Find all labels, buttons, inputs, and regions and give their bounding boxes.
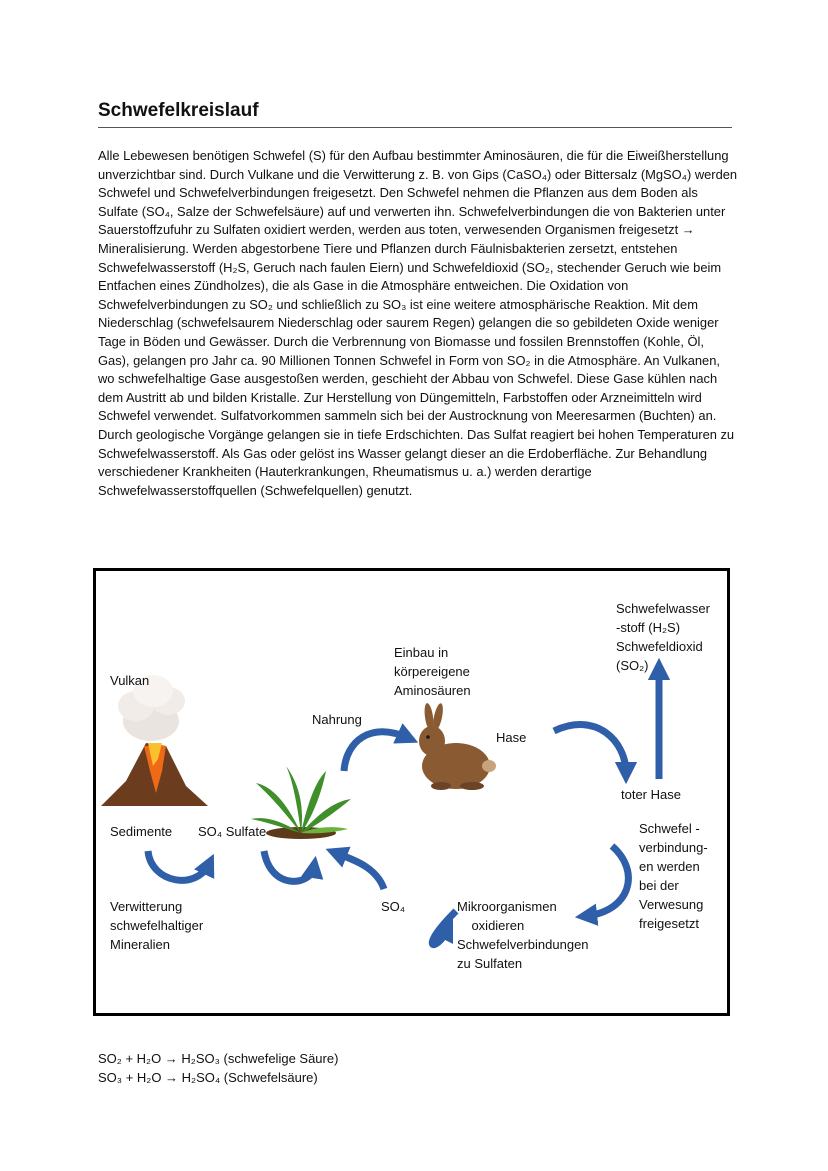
label-verwesung: Schwefel - verbindung- en werden bei der Verwesung freigesetzt: [639, 821, 708, 931]
rabbit-icon: [419, 702, 496, 790]
label-verwitterung: Verwitterung schwefelhaltiger Mineralien: [110, 899, 204, 952]
title-divider: [98, 127, 732, 128]
volcano-icon: [101, 675, 208, 806]
arrow-verwesung: [586, 846, 628, 916]
label-einbau: Einbau in körpereigene Aminosäuren: [394, 645, 471, 698]
intro-paragraph: Alle Lebewesen benötigen Schwefel (S) für den Aufbau bestimmter Aminosäuren, die für die Eiweißherstellung unverzichtbar sind. Durch Vulkane und die Verwitterung z. B. von Gips (CaSO₄) oder Bittersalz (MgSO₄) werden Schwefel und Schwefelverbindungen freigesetzt. Den Schwefel nehmen die Pflanzen aus dem Boden als Sulfate (SO₄, Salze der Schwefelsäure) auf und verwerten ihn. Schwefelverbindungen die von Bakterien unter Sauerstoffzufuhr zu Sulfaten oxidiert werden, werden aus toten, verwesenden Organismen freigesetzt → Mineralisierung. Werden abgestorbene Tiere und Pflanzen durch Fäulnisbakterien zersetzt, entstehen Schwefelwasserstoff (H₂S, Geruch nach faulen Eiern) und Schwefeldioxid (SO₂, stechender Geruch wie beim Entfachen eines Zündholzes), die als Gase in die Atmosphäre entweichen. Die Oxidation von Schwefelverbindungen zu SO₂ und schließlich zu SO₃ ist eine weitere atmosphärische Reaktion. Mit dem Niederschlag (schwefelsaurem Niederschlag oder saurem Regen) gelangen die so gebildeten Oxide weniger Tage in Böden und Gewässer. Durch die Verbrennung von Biomasse und fossilen Brennstoffen (Kohle, Öl, Gas), gelangen pro Jahr ca. 90 Millionen Tonnen Schwefel in Form von SO₂ in die Atmosphäre. An Vulkanen, wo schwefelhaltige Gase ausgestoßen werden, geschieht der Abbau von Schwefel. Diese Gase kühlen nach dem Austritt ab und bilden Kristalle. Zur Herstellung von Düngemitteln, Farbstoffen oder Arzneimitteln wird Schwefel verwendet. Sulfatvorkommen sammeln sich bei der Austrocknung von Meeresarmen (Buchten) an. Durch geologische Vorgänge gelangen sie in tiefe Erdschichten. Das Sulfat reagiert bei hohen Temperaturen zu Schwefelwasserstoff. Als Gas oder gelöst ins Wasser gelangt dieser an die Erdoberfläche. Zur Behandlung verschiedener Krankheiten (Hauterkrankungen, Rheumatismus u. a.) werden derartige Schwefelwasserstoffquellen (Schwefelquellen) genutzt.: [98, 148, 738, 498]
arrow-so4-pflanze: [336, 853, 384, 889]
label-sedimente: Sedimente: [110, 824, 173, 839]
arrow-pflanze-sediment: [264, 851, 314, 881]
label-mikroorganismen: Mikroorganismen oxidieren Schwefelverbindungen zu Sulfaten: [457, 899, 589, 971]
label-hase: Hase: [496, 730, 527, 745]
label-gase: Schwefelwasser -stoff (H₂S) Schwefeldioxid (SO₂): [616, 601, 710, 673]
arrow-mikro: [432, 911, 456, 945]
label-so4: SO₄: [381, 899, 406, 914]
page-title: Schwefelkreislauf: [98, 100, 259, 121]
arrow-verwitterung: [148, 851, 209, 880]
label-vulkan: Vulkan: [110, 673, 150, 688]
equation-1: SO₂ + H₂O → H₂SO₃ (schwefelige Säure): [98, 1051, 339, 1066]
label-so4-sulfate: SO₄ Sulfate: [198, 824, 267, 839]
arrow-hase-tot: [554, 725, 626, 773]
equation-2: SO₃ + H₂O → H₂SO₄ (Schwefelsäure): [98, 1070, 318, 1085]
label-nahrung: Nahrung: [312, 712, 362, 727]
equations: [98, 1049, 338, 1087]
label-toter-hase: toter Hase: [621, 787, 681, 802]
sulfur-cycle-diagram: [93, 568, 730, 1016]
arrow-nahrung: [344, 732, 408, 771]
